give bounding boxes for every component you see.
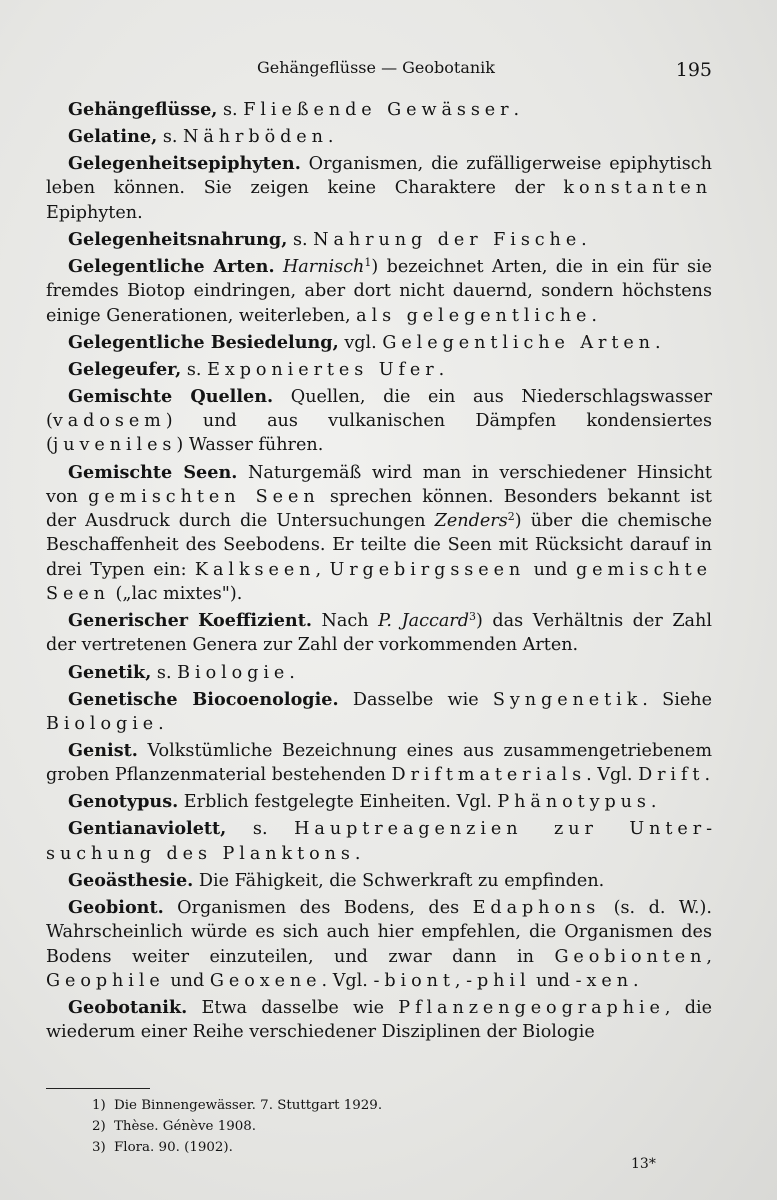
spaced-term: Edaphons (472, 897, 601, 918)
entry-text: ) bezeichnet Arten, die in ein für sie fremdes Biotop eindringen, aber dort nicht dauernd, sondern höchstens einige Generationen, weiterleben, (46, 256, 713, 326)
entry-text: . (354, 843, 361, 864)
spaced-term: Driftmaterials (391, 765, 587, 786)
entry-text: . (632, 970, 639, 991)
entry-text: ) und aus vulkanischen Dämpfen kondensiertes ( (46, 411, 712, 456)
entry-headword: Gelegenheitsepiphyten. (68, 153, 301, 175)
entry-text: , (315, 559, 330, 580)
entry-headword: Genetische Biocoenologie. (68, 688, 339, 710)
entry-headword: Gemischte Quellen. (68, 385, 274, 407)
entry-text: und (164, 970, 210, 991)
entry-text: sprechen können. Besonders bekannt ist der Ausdruck durch die Untersuchungen (46, 486, 712, 532)
entry-text: s. (287, 229, 314, 250)
entry-text: ) Wasser führen. (176, 435, 324, 456)
entry-text: , (706, 946, 712, 967)
spaced-term: Drift (638, 765, 705, 786)
entry-text: s. (181, 359, 208, 380)
entry-headword: Gelatine, (68, 126, 158, 148)
entry-headword: Gelegentliche Besiedelung, (68, 331, 339, 353)
footnote-ref: 2 (507, 510, 515, 524)
entry-text: (s. d. W.). Wahrscheinlich würde es sich auch hier empfehlen, die Organismen des Bodens weiter einzuteilen, und zwar dann in (46, 897, 712, 967)
entry-text: . (327, 127, 334, 148)
entry-text: . (650, 792, 657, 813)
entry-text: und (530, 970, 576, 991)
entry-genist (46, 739, 712, 788)
entry-text (275, 257, 283, 277)
entry-text: . (591, 305, 597, 326)
entry-text: Quellen, die ein aus Niederschlagswasser ( (46, 386, 712, 432)
entry-genetische-biocoenologie (46, 688, 712, 737)
entry-text: Dasselbe wie (338, 689, 493, 710)
entry-text: . (704, 765, 711, 786)
signature-mark: 13* (631, 1156, 656, 1172)
entry-text: s. (217, 100, 244, 120)
entry-text: ) das Verhältnis der Zahl der vertretenen Genera zur Zahl der vorkommenden Arten. (46, 611, 712, 656)
entry-text: . (581, 229, 587, 250)
spaced-term: -xen (575, 970, 633, 991)
entry-text: s. (226, 819, 295, 840)
spaced-term: Biologie (46, 713, 159, 734)
entry-headword: Gemischte Seen. (68, 461, 238, 483)
footnotes (92, 1095, 382, 1158)
spaced-term: Geophile (46, 970, 165, 991)
entry-text: . (513, 100, 520, 120)
spaced-term: Gelegentliche Arten (382, 332, 655, 353)
page-header (40, 58, 712, 88)
footnote (92, 1137, 382, 1158)
entry-gelegenheitsepiphyten (46, 152, 712, 225)
entry-headword: 7. (260, 1098, 273, 1113)
entry-text: . (158, 713, 164, 734)
entry-text: und (525, 559, 576, 580)
spaced-term: Geobionten (554, 946, 707, 967)
entry-headword: Geoästhesie. (68, 869, 194, 891)
entry-text: Flora. (114, 1140, 159, 1155)
entry-text: . Vgl. (586, 765, 639, 786)
entry-headword: Gehängeflüsse, (68, 99, 218, 120)
entry-text: . (438, 359, 445, 380)
spaced-term: gemischte Seen (46, 559, 712, 605)
spaced-term: gemischten Seen (88, 486, 320, 507)
entry-headword: Gelegenheitsnahrung, (68, 228, 288, 250)
entry-gentianaviolett (46, 817, 712, 866)
footnote (92, 1116, 382, 1137)
entry-text: Organismen des Bodens, des (163, 897, 473, 918)
spaced-term: Kalkseen (194, 559, 316, 580)
entry-text: Thèse. Génève 1908. (114, 1119, 257, 1134)
author-name: P. Jaccard (378, 611, 469, 632)
entry-text: , die wiederum einer Reihe verschiedener Disziplinen der Biologie (46, 997, 712, 1043)
entry-text: Stuttgart 1929. (272, 1098, 383, 1113)
entry-text: Etwa dasselbe wie (187, 997, 399, 1018)
entry-gelegeufer (46, 358, 712, 382)
entry-headword: Generischer Koeffizient. (68, 610, 312, 632)
entry-geobotanik (46, 996, 712, 1045)
footnote (92, 1095, 382, 1116)
entry-genotypus (46, 790, 712, 814)
entry-text: , (454, 970, 467, 991)
entry-text: Erblich festgelegte Einheiten. Vgl. (178, 792, 498, 813)
spaced-term: Geoxene (209, 970, 322, 991)
spaced-term: Fließende Gewässer (243, 100, 514, 120)
entry-geoaesthesie (46, 869, 712, 893)
spaced-term: Pflanzengeographie (398, 997, 665, 1018)
entry-headword: Gelegentliche Arten. (68, 255, 275, 277)
spaced-term: juveniles (52, 435, 177, 456)
entry-headword: Gelegeufer, (68, 358, 182, 380)
entry-geobiont (46, 896, 712, 993)
entry-generischer-koeffizient (46, 609, 712, 658)
spaced-term: vadosem (52, 411, 166, 432)
entry-headword: Gentianaviolett, (68, 818, 227, 840)
entry-headword: Genist. (68, 739, 138, 761)
spaced-term: Nährböden (183, 127, 328, 148)
entry-headword: Genetik, (68, 661, 152, 683)
entry-text: Epiphyten. (46, 202, 143, 223)
entry-text: Naturgemäß wird man in verschiedener Hinsicht von (46, 462, 712, 507)
footnote-number: 1) (92, 1098, 106, 1113)
entry-text: . Siehe (642, 689, 712, 710)
spaced-term: Biologie (177, 662, 290, 683)
entry-text: („lac mixtes"). (109, 584, 243, 605)
entry-text: (1902). (179, 1140, 233, 1155)
entry-headword: 90. (158, 1140, 180, 1155)
entry-text: ) über die chemische Beschaffenheit des Seebodens. Er teilte die Seen mit Rücksicht darauf in drei Typen ein: (46, 511, 712, 580)
entry-text: Nach (311, 611, 379, 632)
author-name: Zenders (434, 511, 508, 532)
entry-gelegenheitsnahrung (46, 228, 712, 252)
page-number: 195 (675, 59, 712, 81)
entry-headword: Geobotanik. (68, 996, 188, 1018)
entry-text: . (289, 662, 295, 683)
spaced-term: -phil (466, 970, 531, 991)
spaced-term: Hauptreagenzien zur Untersuchung des Planktons (46, 819, 713, 864)
entry-genetik (46, 661, 712, 685)
footnote-number: 2) (92, 1119, 106, 1134)
entry-text: Die Binnengewässer. (114, 1098, 261, 1113)
entry-gelegentliche-arten (46, 255, 712, 328)
author-name: Harnisch (282, 256, 365, 277)
spaced-term: -biont (373, 970, 455, 991)
entry-gelegentliche-besiedelung (46, 331, 712, 355)
footnote-number: 3) (92, 1140, 106, 1155)
spaced-term: Phänotypus (497, 792, 651, 813)
entry-gemischte-seen (46, 461, 712, 607)
spaced-term: Urgebirgsseen (329, 559, 526, 580)
entry-text: . (654, 332, 661, 353)
entry-gelatine (46, 125, 712, 149)
entry-text: s. (157, 127, 184, 148)
entry-text: Volkstümliche Bezeichnung eines aus zusammengetriebenem groben Pflanzenmaterial bestehenden (46, 740, 712, 786)
spaced-term: als gelegentliche (356, 305, 592, 326)
entry-text: s. (151, 662, 178, 683)
footnote-ref: 1 (364, 255, 372, 269)
dictionary-entries (46, 98, 712, 1047)
spaced-term: Syngenetik (492, 689, 643, 710)
spaced-term: Exponiertes Ufer (207, 359, 439, 380)
running-title: Gehängeflüsse — Geobotanik (257, 58, 495, 77)
entry-headword: Genotypus. (68, 791, 179, 813)
footnote-ref: 3 (468, 610, 476, 624)
entry-text: Organismen, die zufälligerweise epiphytisch leben können. Sie zeigen keine Charaktere der (46, 154, 712, 199)
entry-text: vgl. (338, 332, 383, 353)
spaced-term: Nahrung der Fische (313, 229, 582, 250)
entry-text: . Vgl. (321, 970, 374, 991)
spaced-term: konstanten (563, 178, 712, 199)
entry-gehaengefluesse (46, 98, 712, 122)
entry-gemischte-quellen (46, 385, 712, 458)
entry-text: Die Fähigkeit, die Schwerkraft zu empfinden. (193, 870, 605, 891)
footnote-rule (46, 1088, 150, 1089)
entry-headword: Geobiont. (68, 896, 164, 918)
